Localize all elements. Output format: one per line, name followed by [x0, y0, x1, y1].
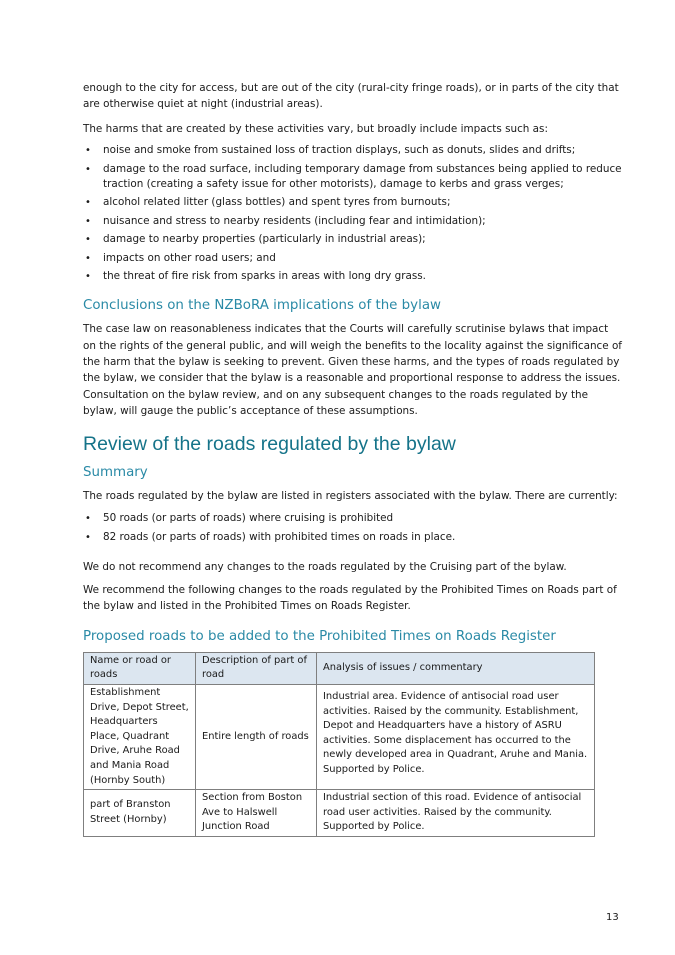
list-item: • impacts on other road users; and: [85, 251, 276, 264]
road-description-cell: Entire length of roads: [196, 684, 317, 789]
column-header-description: Description of part of road: [196, 652, 317, 684]
summary-list: [83, 511, 623, 545]
column-header-analysis: Analysis of issues / commentary: [317, 652, 595, 684]
nzbora-conclusions-heading: Conclusions on the NZBoRA implications of the bylaw: [83, 298, 441, 314]
review-heading: Review of the roads regulated by the bylaw: [83, 432, 456, 455]
list-item: • nuisance and stress to nearby residents (including fear and intimidation);: [85, 214, 486, 227]
page-number: 13: [606, 912, 619, 923]
list-item: • the threat of fire risk from sparks in areas with long dry grass.: [85, 270, 426, 283]
table-row: [84, 790, 595, 837]
table-header-row: [84, 652, 595, 684]
road-description-cell: Section from Boston Ave to Halswell Junction Road: [196, 790, 317, 837]
proposed-roads-heading: Proposed roads to be added to the Prohibited Times on Roads Register: [83, 628, 556, 644]
cruising-paragraph: We do not recommend any changes to the roads regulated by the Cruising part of the bylaw.: [83, 560, 567, 573]
nzbora-conclusions-body: The case law on reasonableness indicates that the Courts will carefully scrutinise bylaws that impact on the rights of the general public, and will weigh the benefits to the locality against the significance of the harm that the bylaw is seeking to prevent. Given these harms, and the types of roads regulated by the bylaw, we consider that the bylaw is a reasonable and proportional response to address the issues. Consultation on the bylaw review, and on any subsequent changes to the roads regulated by the bylaw, will gauge the public’s acceptance of these assumptions.: [83, 323, 622, 418]
recommend-paragraph: We recommend the following changes to the roads regulated by the Prohibited Times on Roads part of the bylaw and listed in the Prohibited Times on Roads Register.: [83, 583, 617, 613]
list-item: • damage to nearby properties (particularly in industrial areas);: [85, 233, 426, 246]
list-item: • alcohol related litter (glass bottles) and spent tyres from burnouts;: [85, 196, 451, 209]
road-name-cell: part of Branston Street (Hornby): [84, 790, 196, 837]
intro-paragraph: enough to the city for access, but are out of the city (rural-city fringe roads), or in parts of the city that are otherwise quiet at night (industrial areas).: [83, 82, 619, 111]
harms-list: [83, 143, 623, 284]
column-header-name: Name or road or roads: [84, 652, 196, 684]
list-item: • damage to the road surface, including temporary damage from substances being applied to reduce traction (creating a safety issue for other motorists), damage to kerbs and grass verges;: [85, 162, 622, 190]
harms-intro: The harms that are created by these activities vary, but broadly include impacts such as:: [83, 122, 548, 135]
table-row: [84, 684, 595, 789]
document-page: [83, 80, 623, 837]
summary-heading: Summary: [83, 464, 148, 480]
summary-intro: The roads regulated by the bylaw are listed in registers associated with the bylaw. There are currently:: [83, 489, 618, 502]
road-analysis-cell: Industrial section of this road. Evidence of antisocial road user activities. Raised by the community. Supported by Police.: [317, 790, 595, 837]
road-analysis-cell: Industrial area. Evidence of antisocial road user activities. Raised by the community. Establishment, Depot and Headquarters have a history of ASRU activities. Some displacement has occurred to the newly developed area in Quadrant, Aruhe and Mania. Supported by Police.: [317, 684, 595, 789]
list-item: • 50 roads (or parts of roads) where cruising is prohibited: [85, 512, 394, 525]
list-item: • noise and smoke from sustained loss of traction displays, such as donuts, slides and drifts;: [85, 144, 576, 157]
list-item: • 82 roads (or parts of roads) with prohibited times on roads in place.: [85, 530, 456, 543]
proposed-roads-table: [83, 652, 595, 837]
road-name-cell: Establishment Drive, Depot Street, Headquarters Place, Quadrant Drive, Aruhe Road and Mania Road (Hornby South): [84, 684, 196, 789]
